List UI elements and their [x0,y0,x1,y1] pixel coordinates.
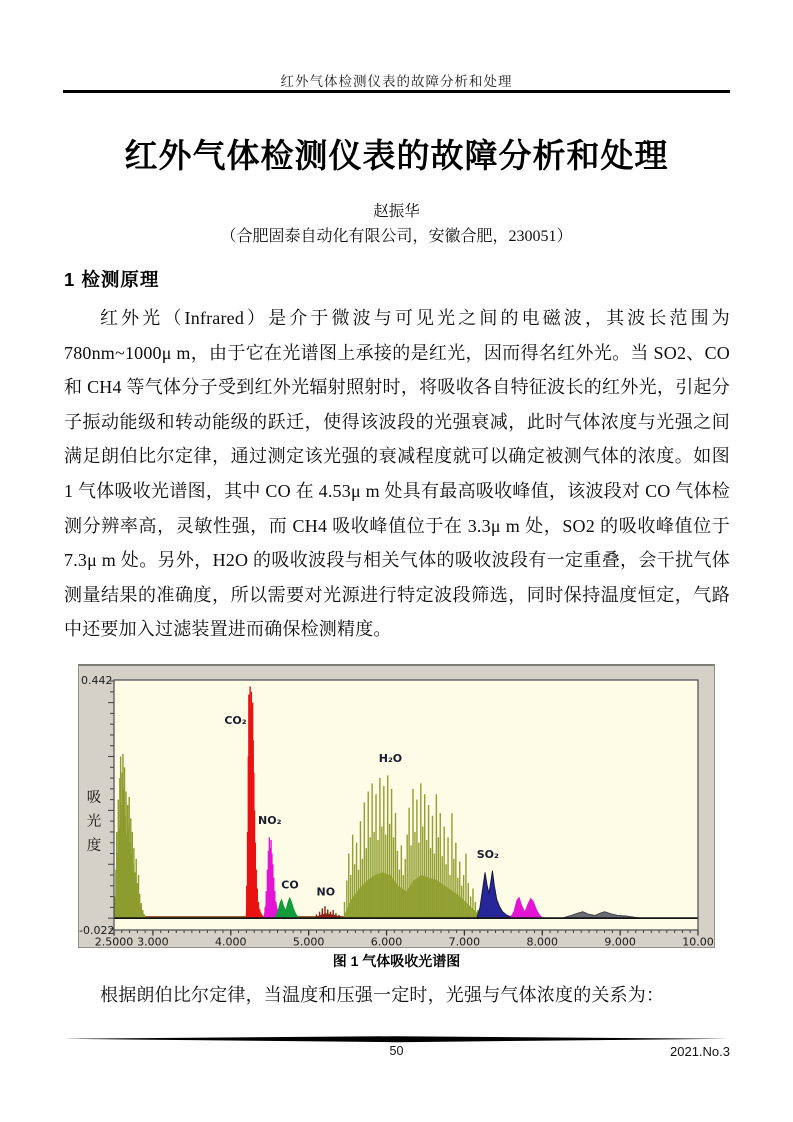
cluster-spike-H2O-band [371,783,372,918]
cluster-spike-H2O-band [442,856,443,918]
cluster-spike-H2O-band [468,883,469,918]
cluster-spike-NO [319,912,320,918]
header-rule [63,90,730,93]
gas-label-NO₂: NO₂ [258,813,282,827]
cluster-spike-H2O-band [440,813,441,918]
cluster-spike-H2O-band [434,853,435,918]
cluster-spike-H2O-band [344,902,345,918]
cluster-spike-H2O-band [393,837,394,918]
cluster-spike-CH4-band [139,894,140,918]
cluster-spike-H2O-band [426,840,427,918]
cluster-spike-H2O-band [348,853,349,918]
x-tick-label: 10.00 [682,935,714,947]
cluster-spike-H2O-band [420,783,421,918]
cluster-spike-H2O-band [432,816,433,918]
cluster-spike-H2O-band [379,778,380,918]
cluster-spike-H2O-band [399,870,400,918]
x-tick-label: 5.000 [292,935,325,947]
author-name: 赵振华 [373,203,420,220]
x-tick-label: 7.000 [448,935,481,947]
x-tick-label: 4.000 [215,935,247,947]
cluster-spike-CH4-band [141,903,142,918]
cluster-spike-H2O-band [455,843,456,918]
y-min-label: -0.022 [79,924,115,937]
cluster-spike-H2O-band [422,827,423,919]
issue-label: 2021.No.3 [670,1044,730,1059]
y-axis-title-char: 光 [86,814,102,830]
cluster-spike-H2O-band [405,859,406,918]
cluster-spike-H2O-band [451,813,452,918]
cluster-spike-H2O-band [410,845,411,918]
cluster-spike-H2O-band [389,824,390,918]
cluster-spike-H2O-band [449,875,450,918]
cluster-spike-H2O-band [418,843,419,918]
cluster-spike-H2O-band [397,851,398,918]
x-tick-label: 2.5000 [94,935,134,947]
cluster-spike-H2O-band [385,835,386,919]
cluster-spike-H2O-band [366,848,367,918]
gas-label-CO₂: CO₂ [224,714,247,728]
footer-rule [63,1036,730,1043]
cluster-spike-H2O-band [408,808,409,918]
cluster-spike-H2O-band [369,837,370,918]
running-title: 红外气体检测仪表的故障分析和处理 [280,74,513,89]
cluster-spike-H2O-band [364,802,365,918]
page-number: 50 [389,1044,404,1058]
y-axis-title-char: 度 [86,838,102,854]
gas-label-NO: NO [316,885,336,899]
x-tick-label: 6.000 [370,935,403,947]
gas-label-SO₂: SO₂ [476,847,499,861]
cluster-spike-H2O-band [424,794,425,918]
x-tick-label: 3.000 [137,935,169,947]
cluster-spike-H2O-band [463,875,464,918]
cluster-spike-H2O-band [375,794,376,918]
cluster-spike-H2O-band [381,827,382,919]
cluster-spike-H2O-band [443,827,444,919]
cluster-spike-NO [324,906,325,918]
x-tick-label: 9.000 [604,935,636,947]
cluster-spike-H2O-band [470,897,471,919]
cluster-spike-H2O-band [461,886,462,918]
cluster-spike-NO [332,910,333,918]
cluster-spike-H2O-band [457,878,458,918]
cluster-spike-CH4-band [142,910,143,918]
cluster-spike-H2O-band [362,859,363,918]
cluster-spike-H2O-band [445,864,446,918]
cluster-spike-CO2 [258,902,259,918]
cluster-spike-H2O-band [465,853,466,918]
cluster-spike-H2O-band [414,832,415,918]
cluster-spike-H2O-band [416,800,417,919]
cluster-spike-H2O-band [475,902,476,918]
cluster-spike-H2O-band [406,835,407,919]
gas-label-CO: CO [281,878,299,892]
cluster-spike-H2O-band [352,835,353,919]
body-paragraph-1: 红外光（Infrared）是介于微波与可见光之间的电磁波，其波长范围为 780nm~1000μ m，由于它在光谱图上承接的是红光，因而得名红外光。当 SO2、CO 和 CH4 等气体分子受到红外光辐射照射时，将吸收各自特征波长的红外光，引起分子振动能级和转动能级的跃迁，使得该波段的光强衰减，此时气体浓度与光强之间满足朗伯比尔定律，通过测定该光强的衰减程度就可以确定被测气体的浓度。如图 1 气体吸收光谱图，其中 CO 在 4.53μ m 处具有最高吸收峰值，该波段对 CO 气体检测分辨率高，灵敏性强，而 CH4 吸收峰值位于在 3.3μ m 处，SO2 的吸收峰值位于 7.3μ m 处。另外，H2O 的吸收波段与相关气体的吸收波段有一定重叠，会干扰气体测量结果的准确度，所以需要对光源进行特定波段筛选，同时保持温度恒定，气路中还要加入过滤装置进而确保检测精度。 [64,308,730,640]
cluster-spike-H2O-band [383,786,384,918]
cluster-spike-H2O-band [430,848,431,918]
cluster-spike-H2O-band [459,862,460,919]
cluster-spike-H2O-band [403,875,404,918]
cluster-spike-NO [327,910,328,919]
cluster-spike-H2O-band [438,837,439,918]
cluster-spike-H2O-band [373,832,374,918]
cluster-spike-H2O-band [447,837,448,918]
cluster-spike-H2O-band [346,880,347,918]
cluster-spike-H2O-band [472,889,473,919]
cluster-spike-H2O-band [401,845,402,918]
cluster-spike-H2O-band [360,821,361,918]
cluster-spike-H2O-band [354,864,355,918]
cluster-spike-NO [322,908,323,918]
section-heading: 1 检测原理 [64,269,160,290]
cluster-spike-H2O-band [350,875,351,918]
cluster-spike-H2O-band [428,805,429,918]
y-axis-title-char: 吸 [86,790,102,806]
y-max-label: 0.442 [81,674,113,687]
article-title: 红外气体检测仪表的故障分析和处理 [124,137,669,174]
body-paragraph-2: 根据朗伯比尔定律，当温度和压强一定时，光强与气体浓度的关系为： [100,985,665,1005]
figure-caption: 图 1 气体吸收光谱图 [332,953,461,969]
cluster-spike-H2O-band [377,840,378,918]
cluster-spike-H2O-band [356,843,357,918]
x-tick-label: 8.000 [526,935,559,947]
cluster-spike-H2O-band [368,792,369,919]
gas-label-H₂O: H₂O [378,751,403,765]
cluster-spike-H2O-band [391,789,392,918]
cluster-spike-H2O-band [395,813,396,918]
cluster-spike-CO2 [259,910,260,919]
cluster-spike-H2O-band [436,794,437,918]
cluster-spike-H2O-band [387,775,388,918]
cluster-spike-H2O-band [412,789,413,918]
absorption-spectrum-chart [79,666,714,947]
cluster-spike-H2O-band [453,859,454,918]
cluster-spike-H2O-band [358,870,359,918]
cluster-spike-NO [330,912,331,918]
author-affiliation: （合肥固泰自动化有限公司，安徽合肥，230051） [220,228,573,245]
figure-panel [78,664,715,948]
